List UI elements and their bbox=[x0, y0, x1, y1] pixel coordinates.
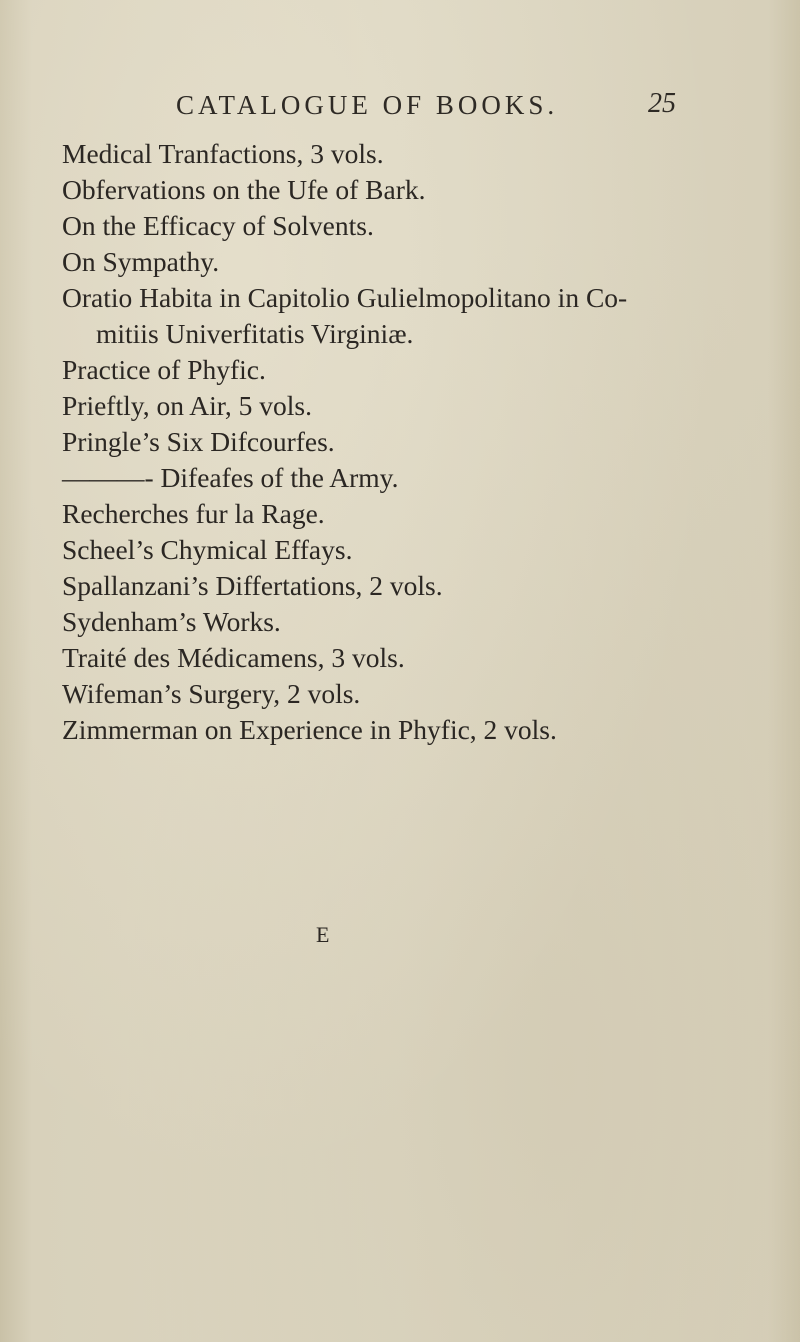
page-header bbox=[0, 88, 800, 128]
catalogue-entry-continuation: mitiis Univerfitatis Virginiæ. bbox=[96, 318, 414, 349]
catalogue-entry: Prieftly, on Air, 5 vols. bbox=[62, 390, 312, 421]
catalogue-entry: Obfervations on the Ufe of Bark. bbox=[62, 174, 426, 205]
catalogue-entry: Wifeman’s Surgery, 2 vols. bbox=[62, 678, 361, 709]
catalogue-entry: Practice of Phyfic. bbox=[62, 354, 266, 385]
catalogue-entry: Spallanzani’s Differtations, 2 vols. bbox=[62, 570, 443, 601]
catalogue-entry: Zimmerman on Experience in Phyfic, 2 vols. bbox=[62, 714, 557, 745]
signature-mark: E bbox=[316, 922, 330, 947]
catalogue-entry: Sydenham’s Works. bbox=[62, 606, 281, 637]
catalogue-entry: On Sympathy. bbox=[62, 246, 220, 277]
catalogue-entry: Medical Tranfactions, 3 vols. bbox=[62, 138, 384, 169]
catalogue-entry: Traité des Médicamens, 3 vols. bbox=[62, 642, 405, 673]
catalogue-entry: Recherches fur la Rage. bbox=[62, 498, 325, 529]
catalogue-entry: On the Efficacy of Solvents. bbox=[62, 210, 374, 241]
catalogue-list bbox=[62, 136, 762, 748]
catalogue-entry: Pringle’s Six Difcourfes. bbox=[62, 426, 335, 457]
running-head: CATALOGUE OF BOOKS. bbox=[176, 90, 559, 120]
catalogue-entry: Oratio Habita in Capitolio Gulielmopolitano in Co- bbox=[62, 282, 628, 313]
page-number: 25 bbox=[648, 88, 676, 119]
catalogue-entry: ———- Difeafes of the Army. bbox=[62, 462, 399, 493]
catalogue-entry: Scheel’s Chymical Effays. bbox=[62, 534, 353, 565]
